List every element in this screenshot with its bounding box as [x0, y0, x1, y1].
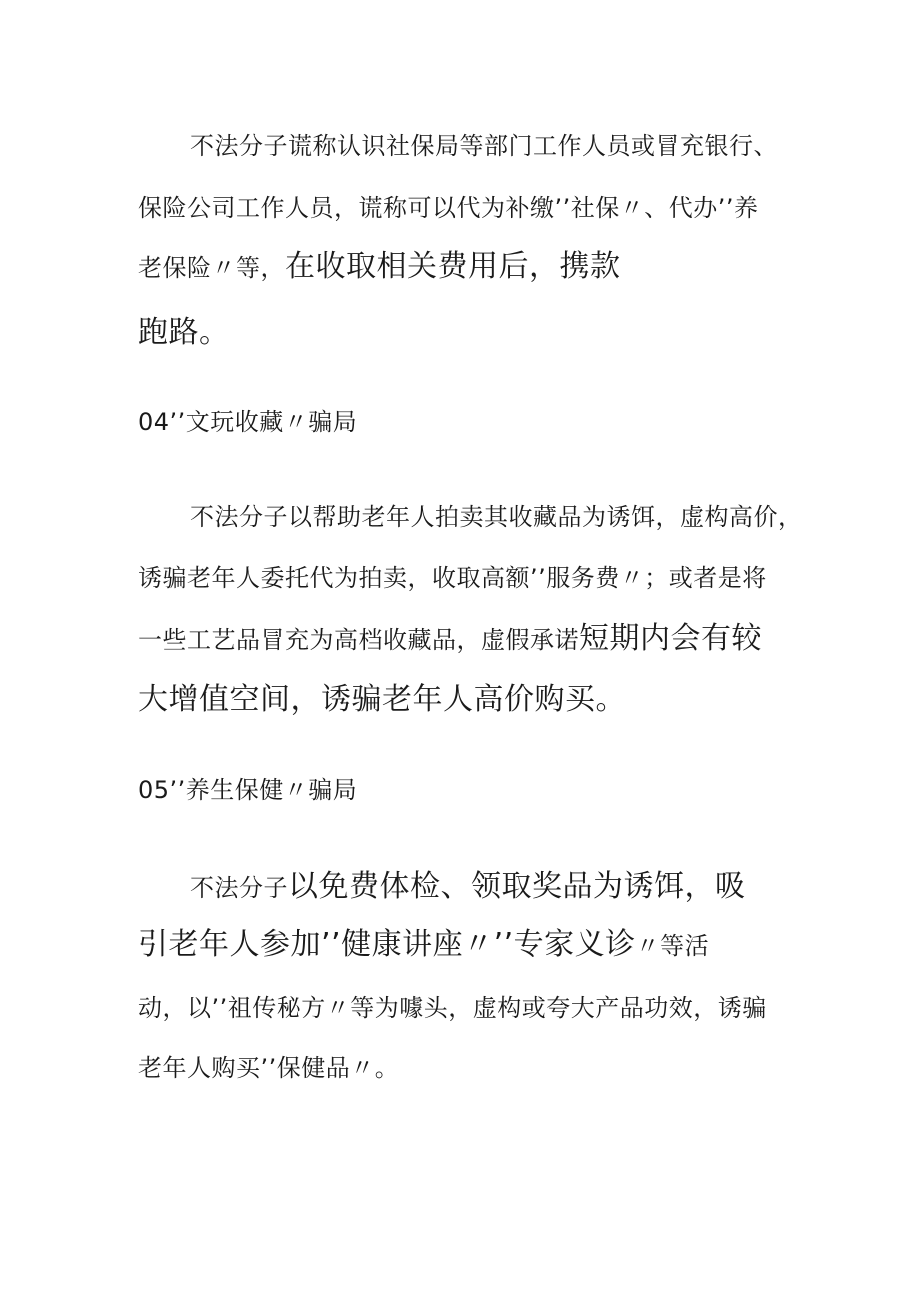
para2-line3-large: 短期内会有较 [579, 621, 762, 656]
para2-line4: 大增值空间，诱骗老年人高价购买。 [138, 682, 626, 717]
para2-line3 [138, 621, 762, 656]
para2-line2: 诱骗老年人委托代为拍卖，收取高额’’服务费〃；或者是将 [138, 564, 767, 592]
para3-line1-small: 不法分子 [190, 874, 288, 902]
para1-line2: 保险公司工作人员，谎称可以代为补缴’’社保〃、代办’’养 [138, 194, 759, 222]
section-heading-05: 05’’养生保健〃骗局 [138, 776, 358, 804]
para3-line1 [190, 869, 746, 904]
para3-line2-small: 〃等活 [635, 932, 710, 960]
para2-line3-small: 一些工艺品冒充为高档收藏品，虚假承诺 [138, 626, 579, 654]
section-heading-04: 04’’文玩收藏〃骗局 [138, 408, 358, 436]
para1-line3-small: 老保险〃等， [138, 254, 285, 282]
para1-line4: 跑路。 [138, 315, 230, 350]
para3-line2 [138, 927, 710, 962]
para3-line3: 动，以’’祖传秘方〃等为噱头，虚构或夸大产品功效，诱骗 [138, 994, 767, 1022]
para3-line4: 老年人购买’’保健品〃。 [138, 1054, 400, 1082]
para1-line3-large: 在收取相关费用后，携款 [285, 249, 621, 284]
para2-line1: 不法分子以帮助老年人拍卖其收藏品为诱饵，虚构高价， [190, 503, 803, 531]
para1-line3 [138, 249, 621, 284]
para3-line2-large: 引老年人参加’’健康讲座〃’’专家义诊 [138, 927, 636, 962]
para3-line1-large: 以免费体检、领取奖品为诱饵，吸 [288, 869, 746, 904]
para1-line1: 不法分子谎称认识社保局等部门工作人员或冒充银行、 [190, 132, 778, 160]
